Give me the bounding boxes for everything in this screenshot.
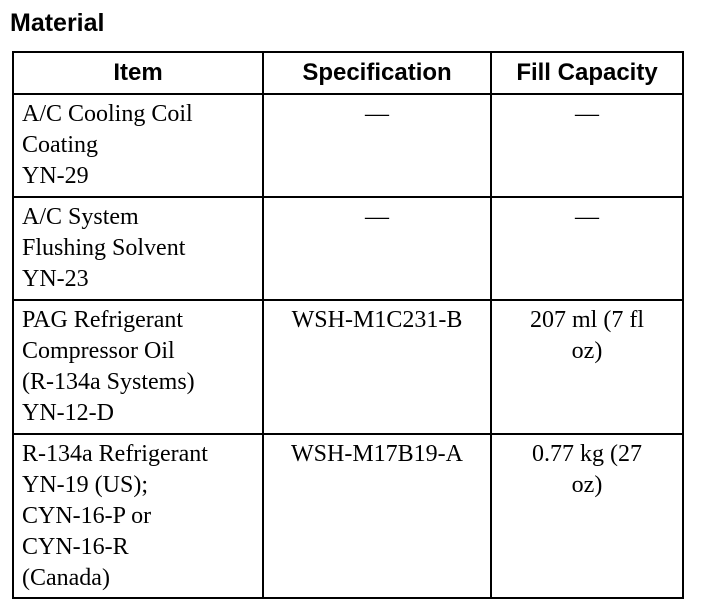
item-cell bbox=[13, 300, 263, 434]
item-text-line: CYN-16-P or bbox=[22, 503, 152, 529]
column-header-item: Item bbox=[13, 52, 263, 94]
item-text-line: A/C Cooling Coil bbox=[22, 101, 193, 127]
page-title: Material bbox=[10, 9, 105, 37]
specification-text: — bbox=[365, 101, 389, 127]
fill-capacity-text: oz) bbox=[571, 472, 603, 498]
table-row bbox=[13, 300, 683, 434]
item-cell bbox=[13, 434, 263, 598]
column-header-specification: Specification bbox=[263, 52, 491, 94]
specification-cell bbox=[263, 94, 491, 197]
table-header-row bbox=[13, 52, 683, 94]
specification-cell bbox=[263, 300, 491, 434]
specification-cell bbox=[263, 197, 491, 300]
table-row bbox=[13, 94, 683, 197]
item-text-line: (Canada) bbox=[22, 565, 110, 591]
item-text-line: Flushing Solvent bbox=[22, 235, 186, 261]
item-text-line: Coating bbox=[22, 132, 98, 158]
item-text-line: YN-12-D bbox=[22, 400, 114, 426]
item-text-line: A/C System bbox=[22, 204, 139, 230]
item-text-line: CYN-16-R bbox=[22, 534, 129, 560]
item-text-line: YN-19 (US); bbox=[22, 472, 148, 498]
table-row bbox=[13, 197, 683, 300]
specification-text: WSH-M1C231-B bbox=[291, 307, 463, 333]
specification-text: WSH-M17B19-A bbox=[291, 441, 463, 467]
item-text-line: YN-29 bbox=[22, 163, 89, 189]
fill-capacity-text: oz) bbox=[571, 338, 603, 364]
fill-capacity-cell bbox=[491, 94, 683, 197]
material-table bbox=[12, 51, 684, 599]
item-cell bbox=[13, 94, 263, 197]
fill-capacity-text: 207 ml (7 fl bbox=[530, 307, 644, 333]
item-text-line: (R-134a Systems) bbox=[22, 369, 195, 395]
fill-capacity-cell bbox=[491, 434, 683, 598]
fill-capacity-cell bbox=[491, 300, 683, 434]
item-text-line: R-134a Refrigerant bbox=[22, 441, 208, 467]
item-text-line: PAG Refrigerant bbox=[22, 307, 184, 333]
fill-capacity-text: — bbox=[575, 204, 599, 230]
specification-cell bbox=[263, 434, 491, 598]
fill-capacity-text: — bbox=[575, 101, 599, 127]
table-row bbox=[13, 434, 683, 598]
fill-capacity-text: 0.77 kg (27 bbox=[532, 441, 642, 467]
item-text-line: Compressor Oil bbox=[22, 338, 175, 364]
item-text-line: YN-23 bbox=[22, 266, 89, 292]
column-header-fill-capacity: Fill Capacity bbox=[491, 52, 683, 94]
item-cell bbox=[13, 197, 263, 300]
fill-capacity-cell bbox=[491, 197, 683, 300]
specification-text: — bbox=[365, 204, 389, 230]
